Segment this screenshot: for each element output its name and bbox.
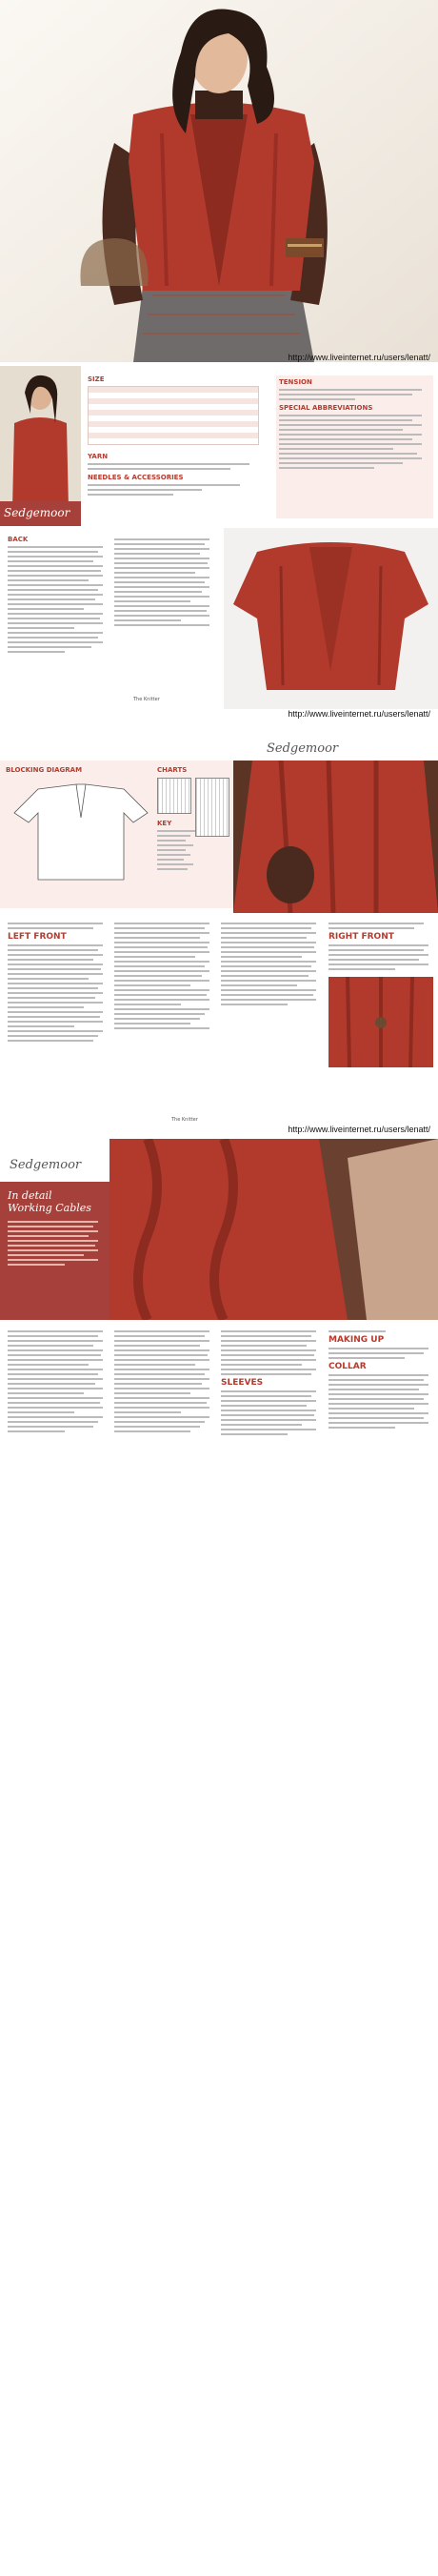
tension-heading: TENSION — [279, 378, 312, 386]
blank-area — [0, 1563, 438, 2576]
sleeves-heading: SLEEVES — [221, 1378, 264, 1388]
tension-text — [279, 389, 430, 400]
size-table — [88, 386, 259, 445]
needles-heading: NEEDLES & ACCESSORIES — [88, 474, 184, 481]
page2-title: Sedgemoor — [4, 506, 70, 519]
in-detail-text — [0, 1214, 110, 1272]
page4-title: Sedgemoor — [10, 1158, 82, 1172]
footer-brand-3: The Knitter — [171, 1117, 198, 1123]
key-heading: KEY — [157, 820, 172, 827]
left-front-column — [8, 920, 108, 1045]
page3-title: Sedgemoor — [267, 741, 339, 756]
chart-a — [157, 778, 191, 814]
page3-footer — [171, 1117, 198, 1123]
title-banner — [0, 501, 81, 526]
right-front-column — [328, 920, 433, 1071]
pattern-page-3 — [0, 734, 438, 1134]
hero-page — [0, 0, 438, 362]
sweater-flat-photo — [224, 528, 438, 709]
yarn-text — [88, 463, 259, 470]
collar-heading: COLLAR — [328, 1362, 367, 1371]
page4-column-4 — [328, 1328, 433, 1431]
diagram-panel — [0, 761, 233, 908]
yarn-heading: YARN — [88, 453, 109, 460]
page4-column-1 — [8, 1328, 108, 1435]
back-text — [8, 546, 108, 653]
in-detail-heading: In detail — [8, 1189, 52, 1202]
cable-closeup-photo — [110, 1139, 438, 1320]
detail-photo — [233, 761, 438, 913]
size-heading: SIZE — [88, 375, 105, 383]
blocking-diagram — [10, 780, 152, 884]
watermark-1[interactable]: http://www.liveinternet.ru/users/lenatt/ — [288, 353, 430, 362]
working-cables-heading: Working Cables — [8, 1202, 91, 1214]
left-front-text — [8, 944, 108, 1042]
blocking-heading: BLOCKING DIAGRAM — [6, 766, 83, 774]
pattern-page-2 — [0, 366, 438, 723]
front-column-3 — [221, 920, 321, 1008]
button-detail-photo — [328, 977, 433, 1067]
page2-photo — [0, 366, 81, 518]
watermark-3[interactable]: http://www.liveinternet.ru/users/lenatt/ — [288, 1125, 430, 1134]
making-up-heading: MAKING UP — [328, 1335, 385, 1345]
needles-text — [88, 484, 259, 496]
abbrev-heading: SPECIAL ABBREVIATIONS — [279, 404, 373, 412]
pattern-page-4 — [0, 1139, 438, 1558]
in-detail-panel — [0, 1182, 110, 1320]
charts-heading: CHARTS — [157, 766, 188, 774]
hero-photo — [0, 0, 438, 362]
abbrev-text — [279, 415, 430, 469]
back-column — [8, 536, 108, 656]
key-list — [157, 827, 229, 873]
left-front-heading: LEFT FRONT — [8, 932, 67, 942]
watermark-2[interactable]: http://www.liveinternet.ru/users/lenatt/ — [288, 709, 430, 719]
footer-brand: The Knitter — [133, 697, 160, 702]
size-column — [88, 375, 259, 498]
page4-column-2 — [114, 1328, 214, 1435]
back-column-2 — [114, 536, 214, 629]
front-column-2 — [114, 920, 214, 1032]
abbrev-column — [276, 375, 433, 518]
back-text-2 — [114, 538, 214, 626]
right-front-heading: RIGHT FRONT — [328, 932, 394, 942]
page2-footer — [133, 697, 160, 702]
page4-column-3 — [221, 1328, 321, 1438]
back-heading: BACK — [8, 536, 29, 543]
